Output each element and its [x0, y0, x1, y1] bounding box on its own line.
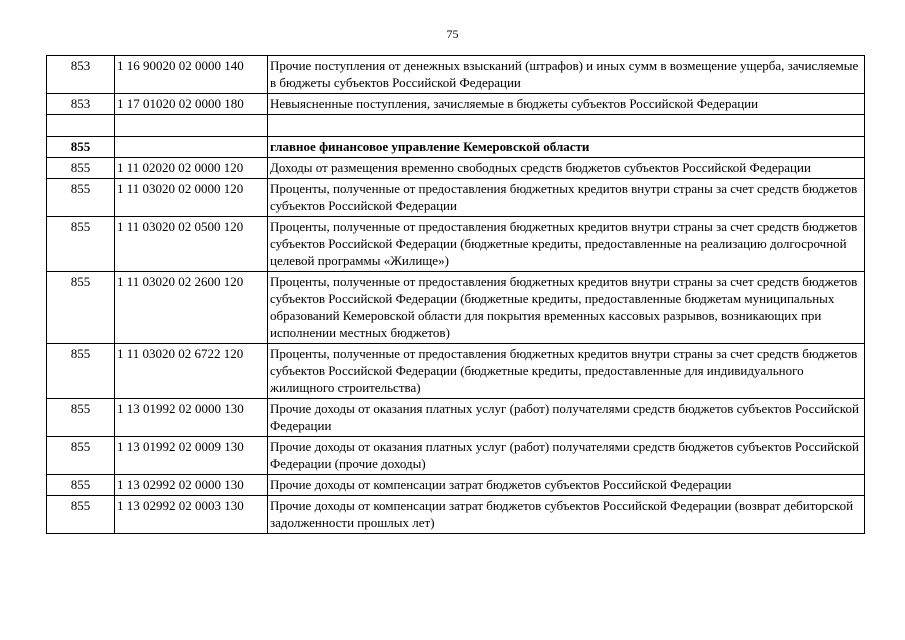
administrator-code-cell: 853 — [47, 94, 115, 115]
revenue-description-cell: Прочие доходы от оказания платных услуг (работ) получателями средств бюджетов субъектов Российской Федерации (прочие доходы) — [268, 437, 865, 475]
budget-classification-code-cell: 1 11 03020 02 2600 120 — [115, 272, 268, 344]
revenue-description-cell: Доходы от размещения временно свободных средств бюджетов субъектов Российской Федерации — [268, 158, 865, 179]
administrator-code-cell: 855 — [47, 475, 115, 496]
administrator-code-cell: 855 — [47, 496, 115, 534]
budget-classification-code-cell: 1 13 01992 02 0009 130 — [115, 437, 268, 475]
administrator-code-cell: 855 — [47, 158, 115, 179]
table-row — [47, 475, 865, 496]
budget-classification-code-cell: 1 13 02992 02 0003 130 — [115, 496, 268, 534]
revenue-classification-table — [46, 55, 865, 534]
revenue-description-cell: Невыясненные поступления, зачисляемые в бюджеты субъектов Российской Федерации — [268, 94, 865, 115]
administrator-code-cell: 855 — [47, 399, 115, 437]
budget-classification-code-cell: 1 13 02992 02 0000 130 — [115, 475, 268, 496]
budget-classification-code-cell: 1 11 03020 02 0500 120 — [115, 217, 268, 272]
budget-classification-code-cell: 1 16 90020 02 0000 140 — [115, 56, 268, 94]
table-row-empty — [47, 115, 865, 137]
administrator-code-cell: 853 — [47, 56, 115, 94]
administrator-code-cell: 855 — [47, 344, 115, 399]
administrator-code-cell: 855 — [47, 179, 115, 217]
revenue-description-cell: Прочие доходы от компенсации затрат бюджетов субъектов Российской Федерации (возврат дебиторской задолженности прошлых лет) — [268, 496, 865, 534]
table-row — [47, 158, 865, 179]
table-row — [47, 272, 865, 344]
revenue-description-cell: Проценты, полученные от предоставления бюджетных кредитов внутри страны за счет средств бюджетов субъектов Российской Федерации (бюджетные кредиты, предоставленные на реализацию долгосрочной целевой программы «Жилище») — [268, 217, 865, 272]
budget-classification-code-cell — [115, 137, 268, 158]
administrator-header-row — [47, 137, 865, 158]
page-number: 75 — [446, 27, 459, 41]
empty-cell — [47, 115, 115, 137]
administrator-code-cell: 855 — [47, 217, 115, 272]
table-row — [47, 496, 865, 534]
administrator-code-cell: 855 — [47, 272, 115, 344]
budget-classification-code-cell: 1 17 01020 02 0000 180 — [115, 94, 268, 115]
revenue-description-cell: Проценты, полученные от предоставления бюджетных кредитов внутри страны за счет средств бюджетов субъектов Российской Федерации (бюджетные кредиты, предоставленные для индивидуального жилищного строительства) — [268, 344, 865, 399]
revenue-description-cell: Прочие доходы от компенсации затрат бюджетов субъектов Российской Федерации — [268, 475, 865, 496]
budget-classification-code-cell: 1 11 03020 02 6722 120 — [115, 344, 268, 399]
table-row — [47, 399, 865, 437]
table-row — [47, 344, 865, 399]
table-row — [47, 179, 865, 217]
budget-classification-code-cell: 1 11 03020 02 0000 120 — [115, 179, 268, 217]
revenue-description-cell: Проценты, полученные от предоставления бюджетных кредитов внутри страны за счет средств бюджетов субъектов Российской Федерации — [268, 179, 865, 217]
empty-cell — [115, 115, 268, 137]
administrator-code-cell: 855 — [47, 437, 115, 475]
administrator-name-cell: главное финансовое управление Кемеровской области — [268, 137, 865, 158]
table-row — [47, 437, 865, 475]
table-row — [47, 94, 865, 115]
revenue-description-cell: Проценты, полученные от предоставления бюджетных кредитов внутри страны за счет средств бюджетов субъектов Российской Федерации (бюджетные кредиты, предоставленные бюджетам муниципальных образований Кемеровской области для покрытия временных кассовых разрывов, возникающих при исполнении местных бюджетов) — [268, 272, 865, 344]
table-row — [47, 56, 865, 94]
budget-classification-code-cell: 1 11 02020 02 0000 120 — [115, 158, 268, 179]
revenue-description-cell: Прочие поступления от денежных взысканий (штрафов) и иных сумм в возмещение ущерба, зачисляемые в бюджеты субъектов Российской Федерации — [268, 56, 865, 94]
table-row — [47, 217, 865, 272]
budget-classification-code-cell: 1 13 01992 02 0000 130 — [115, 399, 268, 437]
empty-cell — [268, 115, 865, 137]
revenue-description-cell: Прочие доходы от оказания платных услуг (работ) получателями средств бюджетов субъектов Российской Федерации — [268, 399, 865, 437]
administrator-code-cell: 855 — [47, 137, 115, 158]
